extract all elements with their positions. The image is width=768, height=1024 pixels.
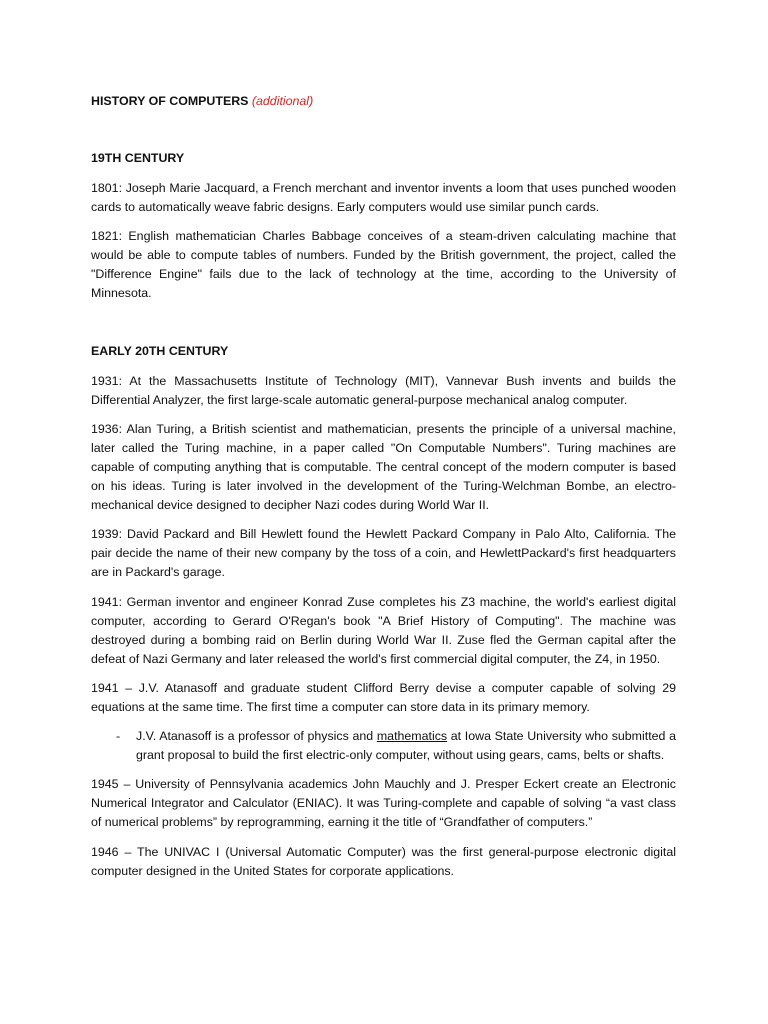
paragraph-1946: 1946 – The UNIVAC I (Universal Automatic Computer) was the first general-purpose electronic digital computer designed in the United States for corporate applications. (91, 844, 676, 878)
paragraph-1931: 1931: At the Massachusetts Institute of Technology (MIT), Vannevar Bush invents and builds the Differential Analyzer, the first large-scale automatic general-purpose mechanical analog computer. (91, 373, 676, 407)
paragraph-1939: 1939: David Packard and Bill Hewlett found the Hewlett Packard Company in Palo Alto, California. The pair decide the name of their new company by the toss of a coin, and HewlettPackard's first headquarters are in Packard's garage. (91, 527, 676, 580)
title-note: (additional) (251, 94, 314, 108)
paragraph-1936: 1936: Alan Turing, a British scientist and mathematician, presents the principle of a universal machine, later called the Turing machine, in a paper called "On Computable Numbers". Turing machines are capable of computing anything that is computable. The central concept of the modern computer is based on his ideas. Turing is later involved in the development of the Turing-Welchman Bombe, an electro-mechanical device designed to decipher Nazi codes during World War II. (91, 421, 676, 513)
paragraph-1945: 1945 – University of Pennsylvania academics John Mauchly and J. Presper Eckert create an Electronic Numerical Integrator and Calculator (ENIAC). It was Turing-complete and capable of solving “a vast class of numerical problems” by reprogramming, earning it the title of “Grandfather of computers.” (91, 777, 676, 830)
paragraph-1821: 1821: English mathematician Charles Babbage conceives of a steam-driven calculating machine that would be able to compute tables of numbers. Funded by the British government, the project, called the "Difference Engine" fails due to the lack of technology at the time, according to the University of Minnesota. (91, 229, 676, 301)
bullet-text-before: J.V. Atanasoff is a professor of physics and (136, 729, 377, 744)
title-text: HISTORY OF COMPUTERS (91, 94, 249, 108)
section-heading: EARLY 20TH CENTURY (91, 343, 229, 358)
bullet-item-atanasoff (91, 727, 676, 765)
section-heading: 19TH CENTURY (91, 151, 185, 165)
paragraph-1941-atanasoff: 1941 – J.V. Atanasoff and graduate student Clifford Berry devise a computer capable of solving 29 equations at the same time. The first time a computer can store data in its primary memory. (91, 680, 676, 714)
document-page (91, 92, 676, 919)
paragraph-1941-zuse: 1941: German inventor and engineer Konrad Zuse completes his Z3 machine, the world's earliest digital computer, according to Gerard O'Regan's book "A Brief History of Computing". The machine was destroyed during a bombing raid on Berlin during World War II. Zuse fled the German capital after the defeat of Nazi Germany and later released the world's first commercial digital computer, the Z4, in 1950. (91, 594, 676, 666)
bullet-marker: - (116, 729, 121, 744)
paragraph-1801: 1801: Joseph Marie Jacquard, a French merchant and inventor invents a loom that uses punched wooden cards to automatically weave fabric designs. Early computers would use similar punch cards. (91, 181, 676, 215)
bullet-text-after: at Iowa State University who submitted a grant proposal to build the first electric-only computer, without using gears, cams, belts or shafts. (136, 729, 676, 763)
document-title (91, 92, 676, 111)
underlined-word-mathematics: mathematics (376, 729, 448, 744)
section-early-20th-century (91, 342, 676, 881)
section-19th-century (91, 149, 676, 304)
